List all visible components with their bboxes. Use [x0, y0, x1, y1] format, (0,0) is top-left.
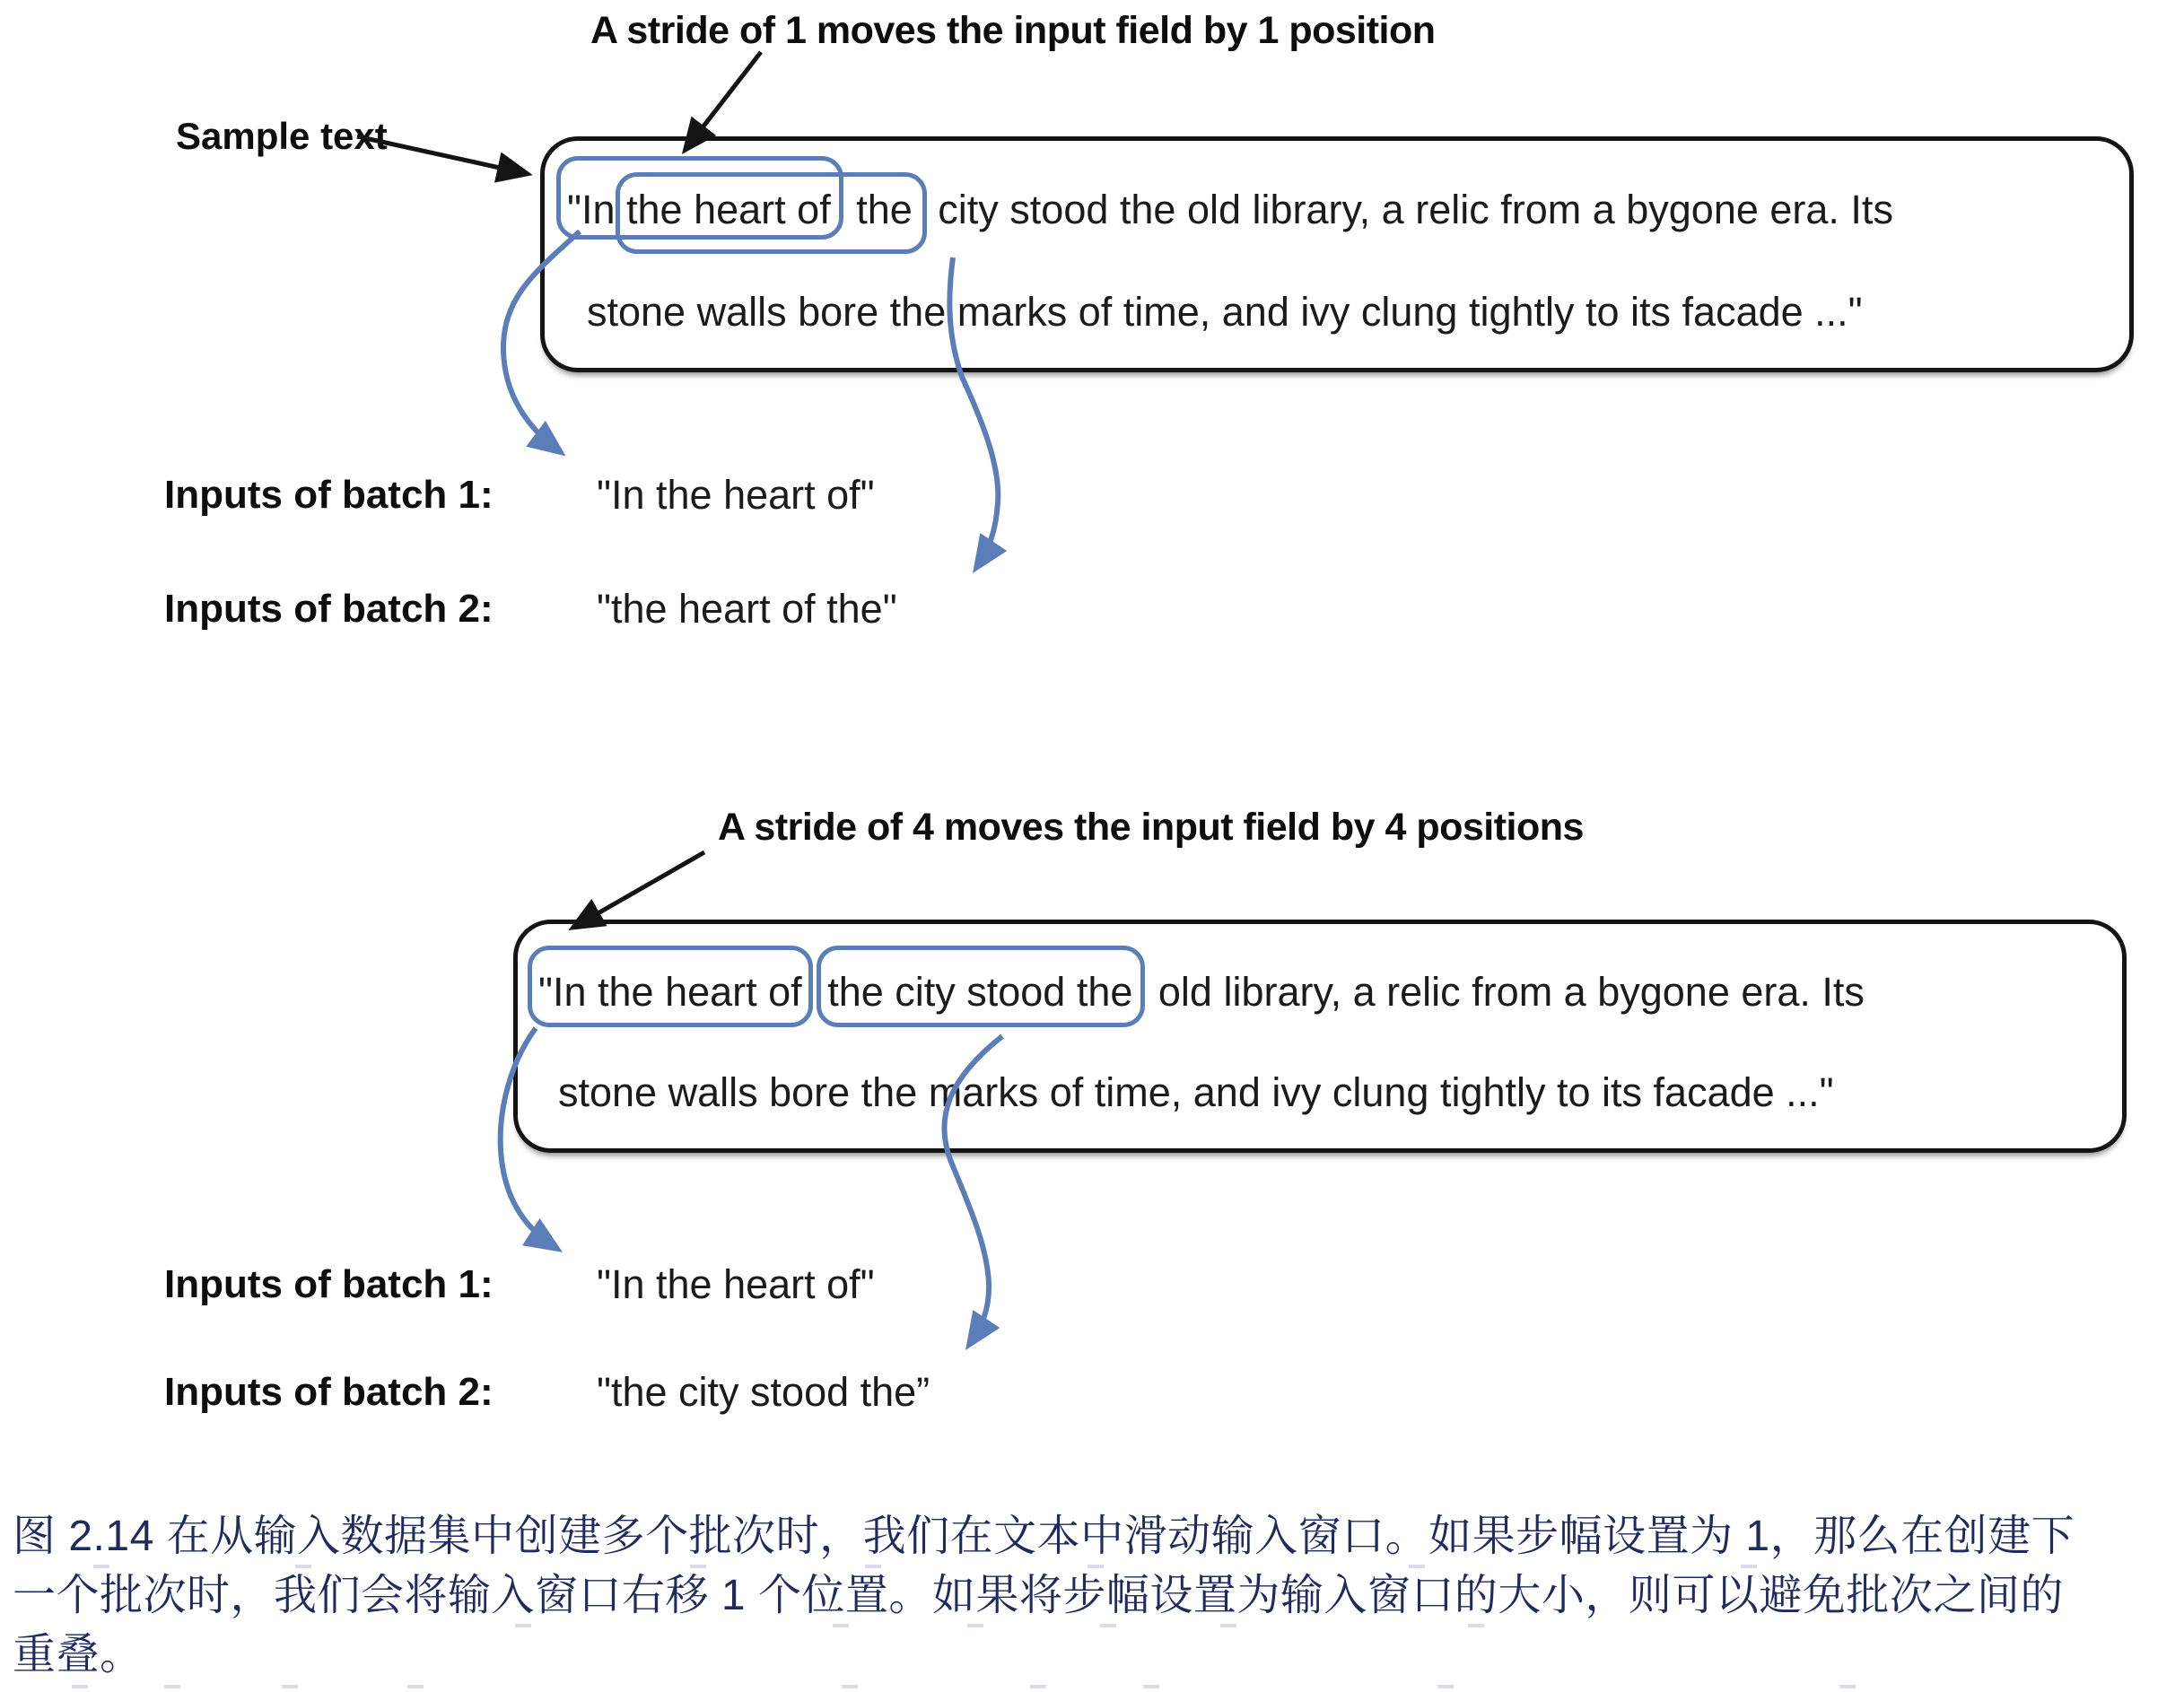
caption-line-2: 一个批次时，我们会将输入窗口右移 1 个位置。如果将步幅设置为输入窗口的大小，则可以避免批次之间的	[13, 1572, 2064, 1619]
batch1-label: Inputs of batch 1:	[164, 1262, 494, 1306]
underline-artifact	[1100, 1624, 1116, 1627]
underline-artifact	[842, 1685, 858, 1688]
underline-artifact	[407, 1685, 424, 1688]
underline-artifact	[1030, 1685, 1046, 1688]
underline-artifact	[164, 1685, 180, 1688]
token-the-heart-of: the heart of	[626, 187, 831, 232]
token-rest-of-line: city stood the old library, a relic from a bygone era. Its	[938, 187, 1893, 232]
underline-artifact	[1409, 1565, 1425, 1568]
underline-artifact	[1741, 1565, 1757, 1568]
batch2-value: "the city stood the”	[597, 1369, 930, 1415]
underline-artifact	[833, 1624, 849, 1627]
stride1-title: A stride of 1 moves the input field by 1 position	[590, 9, 1436, 52]
sample-line2-stride4: stone walls bore the marks of time, and ivy clung tightly to its facade ..."	[558, 1069, 1834, 1115]
underline-artifact	[1437, 1685, 1454, 1688]
underline-artifact	[690, 1565, 706, 1568]
token-window2: the city stood the	[827, 969, 1133, 1015]
sample-line1-stride1	[567, 185, 1893, 235]
token-rest-of-line: old library, a relic from a bygone era. Its	[1158, 969, 1865, 1015]
stride4-title: A stride of 4 moves the input field by 4 positions	[718, 806, 1584, 849]
underline-artifact	[72, 1685, 88, 1688]
token-quote-in: "In	[567, 187, 616, 232]
caption-line-3: 重叠。	[13, 1631, 144, 1679]
underline-artifact	[515, 1624, 531, 1627]
stride4-title-arrow	[576, 852, 704, 926]
underline-artifact	[1468, 1624, 1484, 1627]
underline-artifact	[967, 1624, 983, 1627]
underline-artifact	[1839, 1685, 1856, 1688]
batch2-value: "the heart of the"	[597, 586, 897, 632]
token-the: the	[856, 187, 913, 232]
batch1-value: "In the heart of"	[597, 1261, 875, 1307]
batch2-label: Inputs of batch 2:	[164, 587, 494, 631]
stride1-title-arrow	[687, 52, 761, 147]
underline-artifact	[93, 1565, 109, 1568]
sample-line2-stride1: stone walls bore the marks of time, and ivy clung tightly to its facade ..."	[587, 289, 1863, 335]
batch2-label: Inputs of batch 2:	[164, 1370, 494, 1414]
sample-line1-stride4	[538, 967, 1865, 1017]
underline-artifact	[295, 1565, 311, 1568]
batch1-value: "In the heart of"	[597, 472, 875, 518]
underline-artifact	[1088, 1565, 1104, 1568]
underline-artifact	[865, 1565, 881, 1568]
underline-artifact	[1143, 1685, 1159, 1688]
underline-artifact	[1220, 1624, 1236, 1627]
batch1-label: Inputs of batch 1:	[164, 473, 494, 517]
caption-line-1: 图 2.14 在从输入数据集中创建多个批次时，我们在文本中滑动输入窗口。如果步幅设置为 1，那么在创建下	[13, 1513, 2075, 1560]
sample-text-label: Sample text	[176, 115, 388, 157]
token-window1: "In the heart of	[538, 969, 802, 1015]
underline-artifact	[282, 1685, 298, 1688]
